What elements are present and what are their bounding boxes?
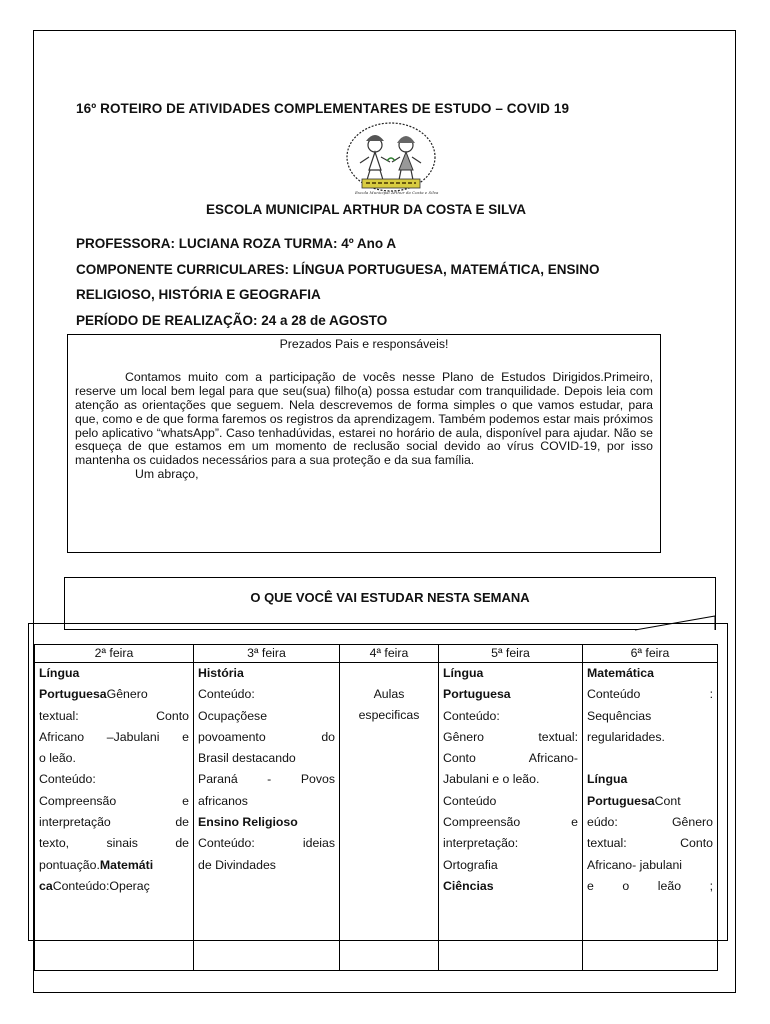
cell-text: Conto Africano- [443,751,578,766]
monday-cell [35,663,194,971]
message-greeting: Prezados Pais e responsáveis! [279,337,449,351]
wednesday-cell [340,663,439,971]
day-header: 4ª feira [340,645,439,663]
cell-text: Conteúdo: [39,772,96,787]
cell-text: africanos [198,793,248,808]
day-header: 6ª feira [583,645,718,663]
cell-text: povoamento do [198,729,335,744]
cell-text: regularidades. [587,729,665,744]
cell-text: Gênero textual: [443,729,578,744]
subject-label: Portuguesa [443,687,511,702]
cell-text: textual: Conto [39,708,189,723]
tuesday-cell [194,663,340,971]
components-line-1: COMPONENTE CURRICULARES: LÍNGUA PORTUGUESA, MATEMÁTICA, ENSINO [76,262,600,277]
day-header: 3ª feira [194,645,340,663]
cell-text: Gênero [106,687,148,702]
cell-text: eúdo: Gênero [587,815,713,830]
day-header: 2ª feira [35,645,194,663]
teacher-line: PROFESSORA: LUCIANA ROZA TURMA: 4º Ano A [76,236,397,251]
subject-label: Ensino Religioso [198,815,298,830]
cell-text: Conteúdo: [443,708,500,723]
subject-label: Língua [443,666,484,680]
cell-text: interpretação: [443,836,519,851]
subject-label: Portuguesa [39,687,107,702]
friday-cell [583,663,718,971]
cell-text: Compreensão e [443,815,578,830]
message-body: Contamos muito com a participação de vocês nesse Plano de Estudos Dirigidos.Primeiro, reserve um local bem legal para que seu(sua) filho(a) possa estudar com tranquilidade. Depois leia com atenção as orientações que seguem. Nela descrevemos de forma simples o que vamos estudar, para que, como e de que forma faremos os registros da aprendizagem. Também podemos estar mais próximos pelo aplicativo “whatsApp”. Caso tenhadúvidas, estarei no horário de aula, disponível para ajudar. Não se esqueça de que estamos em um momento de reclusão social devido ao vírus COVID-19, por isso mantenha os cuidados necessários para a sua proteção e da sua família. [75,369,654,468]
period-line: PERÍODO DE REALIZAÇÃO: 24 a 28 de AGOSTO [76,313,388,328]
message-closing: Um abraço, [135,467,199,482]
cell-text: Cont [654,793,681,808]
cell-text: de Divindades [198,857,276,872]
thursday-cell [439,663,583,971]
cell-text: Paraná - Povos [198,772,335,787]
cell-text: Ortografia [443,857,498,872]
cell-text: Brasil destacando [198,751,296,766]
subject-label: Ciências [443,878,494,893]
cell-text: Sequências [587,708,652,723]
table-row [35,663,718,971]
subject-label: Língua [587,772,628,787]
cell-text: Africano –Jabulani e [39,729,189,744]
school-name: ESCOLA MUNICIPAL ARTHUR DA COSTA E SILVA [206,202,526,217]
cell-text: Aulas [373,687,405,701]
cell-text: Conteúdo:Operaç [52,878,150,893]
document-title: 16º ROTEIRO DE ATIVIDADES COMPLEMENTARES DE ESTUDO – COVID 19 [76,101,570,116]
cell-text: Conteúdo: ideias [198,836,335,851]
table-header-row [35,645,718,663]
cell-text: Conteúdo [443,793,497,808]
subject-label: ca [39,878,53,893]
cell-text: pontuação. [39,857,100,872]
logo-caption: Escola Municipal Arthur da Costa e Silva [355,190,439,195]
subject-label: História [198,666,244,680]
weekly-schedule-table [34,644,718,971]
subject-label: Matemática [587,666,654,680]
cell-text: Jabulani e o leão. [443,772,540,787]
cell-text: Africano- jabulani [587,857,683,872]
subject-label: Matemáti [99,857,154,872]
cell-text: Ocupaçõese [198,708,268,723]
message-box [67,334,661,553]
cell-text: Compreensão e [39,793,189,808]
cell-text: Conteúdo: [198,687,255,702]
banner-title: O QUE VOCÊ VAI ESTUDAR NESTA SEMANA [250,590,530,605]
subject-label: Portuguesa [587,793,655,808]
cell-text: e o leão ; [587,878,713,893]
cell-text: texto, sinais de [39,836,189,851]
cell-text: textual: Conto [587,836,713,851]
day-header: 5ª feira [439,645,583,663]
cell-text: especificas [358,708,420,723]
components-line-2: RELIGIOSO, HISTÓRIA E GEOGRAFIA [76,287,321,302]
cell-text: interpretação de [39,815,189,830]
cell-text: o leão. [39,751,76,766]
cell-text: Conteúdo : [587,687,713,702]
subject-label: Língua [39,666,80,680]
